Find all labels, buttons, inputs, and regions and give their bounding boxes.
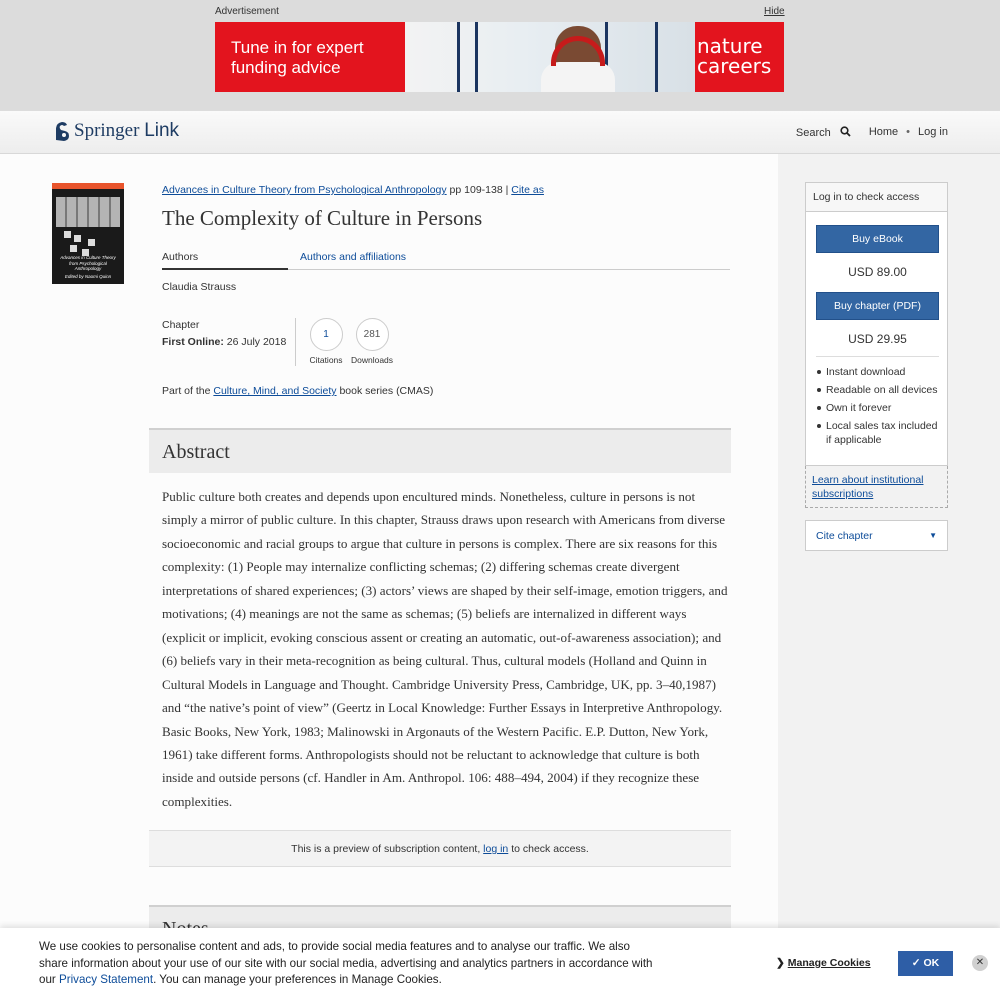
- chevron-down-icon: ▼: [929, 531, 937, 540]
- cite-as-link[interactable]: Cite as: [511, 184, 544, 196]
- cookie-banner: [0, 928, 1000, 1000]
- manage-cookies-label: Manage Cookies: [787, 957, 871, 969]
- search-icon: [840, 126, 851, 137]
- chapter-breadcrumb: [162, 184, 544, 196]
- ad-brand-line1: nature: [697, 34, 763, 58]
- downloads-count: 281: [356, 318, 389, 351]
- first-online-date: 26 July 2018: [226, 336, 287, 348]
- abstract-text: Public culture both creates and depends upon encultured minds. Nonetheless, culture in persons is not simply a mirror of public culture. In this chapter, Strauss draws upon research with Americans from diverse socioeconomic and racial groups to argue that culture in persons is complex. There are six reasons for this complexity: (1) People may internalize conflicting schemas; (2) differing schemas create divergent interpretations of shared experiences; (3) actors’ views are shaped by their self-image, emotion triggers, and motivations; (4) meanings are not the same as schemas; (5) beliefs are internalized in different ways (explicit or implicit, evoking conscious assent or creating an automatic, out-of-awareness association); and (6) beliefs vary in their meta-recognition as being cultural. Thus, cultural models (Holland and Quinn in Cultural Models in Language and Thought. Cambridge University Press, Cambridge, UK, pp. 3–40,1987) and “the native’s point of view” (Geertz in Local Knowledge: Further Essays in Interpretive Anthropology. Basic Books, New York, 1983; Malinowski in Argonauts of the Western Pacific. E.P. Dutton, New York, 1961) take different forms. Anthropologists should not be reluctant to acknowledge that culture is both inside and outside persons (cf. Handler in Am. Anthropol. 106: 488–494, 2004) if they recognize these complexities.: [162, 489, 728, 809]
- citations-metric[interactable]: [301, 318, 351, 365]
- cookie-ok-button[interactable]: [898, 951, 953, 976]
- nav-home-link[interactable]: Home: [868, 126, 899, 138]
- ad-photo: [405, 22, 695, 92]
- header-nav: [796, 125, 948, 139]
- downloads-metric: [347, 318, 397, 365]
- ad-headline: Tune in for expert funding advice: [231, 38, 364, 77]
- check-icon: ✓: [911, 957, 921, 969]
- springer-horse-icon: [52, 120, 71, 142]
- series-prefix: Part of the: [162, 385, 211, 397]
- cite-chapter-dropdown[interactable]: [805, 520, 948, 551]
- tab-authors[interactable]: Authors: [162, 251, 288, 270]
- abstract-section-header: [149, 428, 731, 473]
- nature-careers-logo: [697, 36, 781, 76]
- tab-authors-and-affiliations[interactable]: Authors and affiliations: [300, 251, 407, 263]
- first-online-label: First Online:: [162, 336, 224, 348]
- buy-ebook-button[interactable]: Buy eBook: [816, 225, 939, 253]
- search-label: Search: [795, 127, 831, 139]
- citations-label: Citations: [309, 355, 343, 365]
- advertisement-label: Advertisement: [215, 6, 279, 17]
- book-cover[interactable]: [52, 183, 124, 284]
- cover-book-title: Advances in Culture Theory from Psychological Anthropology: [60, 255, 116, 271]
- first-online: [162, 336, 286, 348]
- chapter-meta: [162, 318, 296, 366]
- chapter-price: USD 29.95: [848, 332, 907, 346]
- advertisement-band: [0, 0, 1000, 111]
- buy-chapter-button[interactable]: Buy chapter (PDF): [816, 292, 939, 320]
- ad-brand-line2: careers: [697, 54, 772, 78]
- logo-springer-text: Springer: [74, 120, 140, 141]
- cover-title: [58, 255, 118, 279]
- cookie-message: [39, 939, 659, 989]
- institutional-subscriptions-box: [805, 466, 948, 508]
- benefit-item: Instant download: [816, 365, 939, 379]
- author-name: Claudia Strauss: [162, 281, 237, 293]
- ebook-price: USD 89.00: [848, 265, 907, 279]
- cover-editor: Edited by Naomi Quinn: [64, 273, 112, 279]
- nav-separator: •: [906, 126, 911, 138]
- cover-puzzle-art: [56, 197, 120, 227]
- access-box: [805, 182, 948, 466]
- cookie-ok-label: OK: [923, 957, 940, 969]
- institutional-subscriptions-link[interactable]: Learn about institutional subscriptions: [812, 474, 924, 500]
- site-header: [0, 111, 1000, 154]
- purchase-benefits-list: [816, 356, 939, 451]
- breadcrumb-separator: |: [505, 184, 509, 196]
- chapter-title: The Complexity of Culture in Persons: [162, 206, 483, 230]
- hide-ad-link[interactable]: Hide: [764, 6, 785, 17]
- citations-count: 1: [310, 318, 343, 351]
- cite-chapter-label: Cite chapter: [816, 530, 873, 542]
- chevron-right-icon: ❯: [776, 957, 785, 969]
- book-series-line: [162, 385, 433, 397]
- logo-link-text: Link: [144, 120, 180, 141]
- preview-prefix: This is a preview of subscription content,: [291, 843, 481, 855]
- abstract-heading: Abstract: [162, 441, 230, 463]
- author-tabs: [162, 251, 730, 270]
- privacy-statement-link[interactable]: Privacy Statement: [59, 973, 154, 986]
- content-type: Chapter: [162, 319, 200, 331]
- preview-notice: [149, 830, 731, 867]
- series-link[interactable]: Culture, Mind, and Society: [213, 385, 337, 397]
- preview-login-link[interactable]: log in: [483, 843, 509, 855]
- nav-login-link[interactable]: Log in: [918, 126, 948, 138]
- cookie-text-part1: We use cookies to personalise content and ads, to provide social media features and to analyse our traffic. We also share information about your use of our site with our social media, advertising and analytics partners in accordance with our: [39, 940, 653, 986]
- search-button[interactable]: [796, 125, 851, 139]
- login-to-check-access[interactable]: Log in to check access: [806, 183, 947, 212]
- manage-cookies-button[interactable]: [776, 957, 871, 969]
- benefit-item: Local sales tax included if applicable: [816, 419, 939, 447]
- series-suffix: book series (CMAS): [339, 385, 434, 397]
- benefit-item: Own it forever: [816, 401, 939, 415]
- downloads-label: Downloads: [350, 355, 394, 365]
- springerlink-logo[interactable]: [52, 120, 179, 142]
- book-title-link[interactable]: Advances in Culture Theory from Psychological Anthropology: [162, 184, 447, 196]
- page-range: pp 109-138: [449, 184, 503, 196]
- close-icon[interactable]: ✕: [972, 955, 988, 971]
- benefit-item: Readable on all devices: [816, 383, 939, 397]
- cookie-text-part2: . You can manage your preferences in Manage Cookies.: [153, 973, 442, 986]
- ad-banner[interactable]: [215, 22, 784, 92]
- preview-suffix: to check access.: [511, 843, 589, 855]
